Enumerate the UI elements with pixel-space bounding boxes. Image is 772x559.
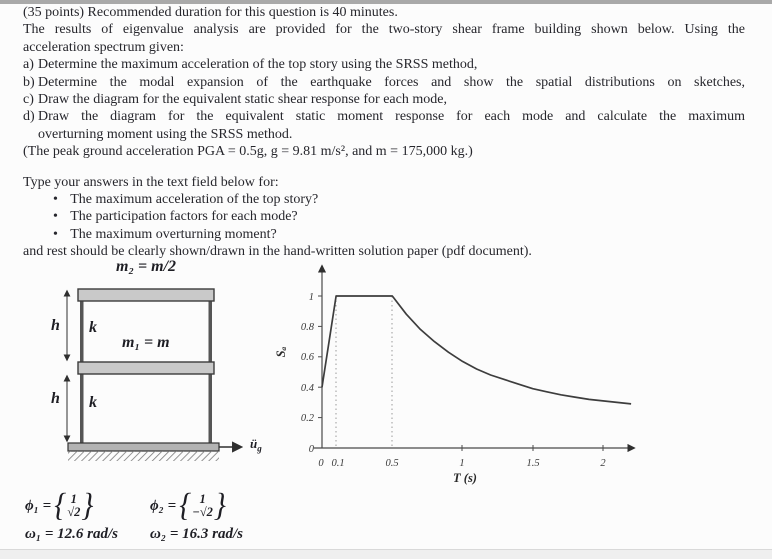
task-item-d: [23, 108, 745, 125]
bullet-item-moment: [53, 226, 745, 243]
building-diagram: [67, 289, 241, 461]
frequency-2-formula: ω₂ = 16.3 rad/s: [150, 526, 243, 542]
ground-accel-symbol: ü: [250, 436, 258, 451]
x-tick-label-1p5: 1.5: [526, 458, 540, 469]
phi1-lhs: ϕ₁ =: [25, 497, 52, 514]
spectrum-curve: [322, 296, 631, 404]
task-item-c-text: Draw the diagram for the equivalent static shear response for each mode,: [38, 92, 447, 108]
phi2-bottom: −√2: [192, 505, 213, 519]
bullet-item-participation: [53, 208, 745, 225]
left-brace: {: [54, 487, 67, 524]
instructions-lead: Type your answers in the text field below for:: [23, 174, 279, 190]
y-tick-label-0: 0: [308, 444, 314, 455]
mode-shape-1-formula: [25, 487, 94, 524]
question-text-block: [23, 4, 745, 261]
left-brace: {: [179, 487, 192, 524]
task-item-c-label: c): [23, 92, 34, 108]
spectrum-chart: [274, 266, 634, 485]
x-tick-label-0p5: 0.5: [385, 458, 399, 469]
mid-mass-label: m₁ = m: [122, 334, 170, 351]
frequency-1-formula: ω₁ = 12.6 rad/s: [25, 526, 118, 542]
base-slab: [68, 443, 219, 451]
right-brace: }: [213, 487, 226, 524]
task-item-a: [23, 56, 745, 73]
y-tick-label-0p4: 0.4: [300, 383, 314, 394]
y-tick-label-0p2: 0.2: [300, 413, 314, 424]
ground-accel-label: [250, 436, 262, 454]
y-tick-label-0p6: 0.6: [300, 352, 314, 363]
task-item-a-text: Determine the maximum acceleration of the top story using the SRSS method,: [38, 57, 478, 73]
bullet-item-participation-text: The participation factors for each mode?: [70, 209, 298, 225]
x-tick-label-0p1: 0.1: [331, 458, 345, 469]
y-tick-label-1: 1: [308, 292, 314, 303]
right-brace: }: [81, 487, 94, 524]
x-tick-label-2: 2: [600, 458, 606, 469]
task-item-a-label: a): [23, 57, 34, 73]
y-axis-label: Sₐ: [274, 346, 288, 358]
phi1-vector: [54, 487, 94, 524]
phi2-vector: [179, 487, 226, 524]
task-item-d-label: d): [23, 109, 35, 125]
task-item-c: [23, 91, 745, 108]
points-duration-line: (35 points) Recommended duration for this question is 40 minutes.: [23, 5, 398, 20]
phi1-bottom: √2: [67, 505, 81, 519]
upper-stiffness-label: k: [89, 319, 97, 336]
lower-story-height-label: h: [51, 390, 60, 407]
figure-canvas: [0, 252, 772, 558]
bullet-icon: •: [53, 209, 58, 225]
bullet-icon: •: [53, 192, 58, 208]
x-tick-label-1: 1: [459, 458, 465, 469]
given-values-line: (The peak ground acceleration PGA = 0.5g, g = 9.81 m/s², and m = 175,000 kg.): [23, 144, 473, 160]
task-item-d-continuation: overturning moment using the SRSS method.: [38, 126, 293, 142]
bullet-item-acceleration: [53, 191, 745, 208]
y-tick-label-0p8: 0.8: [300, 322, 314, 333]
ground-hatch: [68, 451, 219, 461]
bullet-item-acceleration-text: The maximum acceleration of the top story?: [70, 192, 319, 208]
roof-slab: [78, 289, 214, 301]
lower-stiffness-label: k: [89, 394, 97, 411]
intro-line-1: The results of eigenvalue analysis are provided for the two-story shear frame building shown below. Using the: [23, 22, 745, 38]
phi2-lhs: ϕ₂ =: [150, 497, 177, 514]
task-item-b: [23, 74, 745, 91]
x-tick-label-0: 0: [318, 458, 324, 469]
mode-shape-2-formula: [150, 487, 226, 524]
x-axis-label: T (s): [453, 471, 477, 485]
task-item-d-text: Draw the diagram for the equivalent static moment response for each mode and calculate the maximum: [38, 109, 745, 125]
task-item-b-text: Determine the modal expansion of the earthquake forces and show the spatial distributions on sketches,: [38, 74, 745, 90]
bullet-item-moment-text: The maximum overturning moment?: [70, 226, 277, 242]
phi1-top: 1: [70, 492, 77, 506]
phi2-top: 1: [199, 492, 206, 506]
top-mass-label: m₂ = m/2: [116, 258, 177, 275]
task-item-b-label: b): [23, 74, 35, 90]
bullet-icon: •: [53, 226, 58, 242]
floor-slab: [78, 362, 214, 374]
intro-line-2: acceleration spectrum given:: [23, 39, 184, 55]
instructions-tail: and rest should be clearly shown/drawn in the hand-written solution paper (pdf document).: [23, 244, 532, 260]
ground-accel-subscript: g: [257, 443, 262, 454]
upper-story-height-label: h: [51, 317, 60, 334]
